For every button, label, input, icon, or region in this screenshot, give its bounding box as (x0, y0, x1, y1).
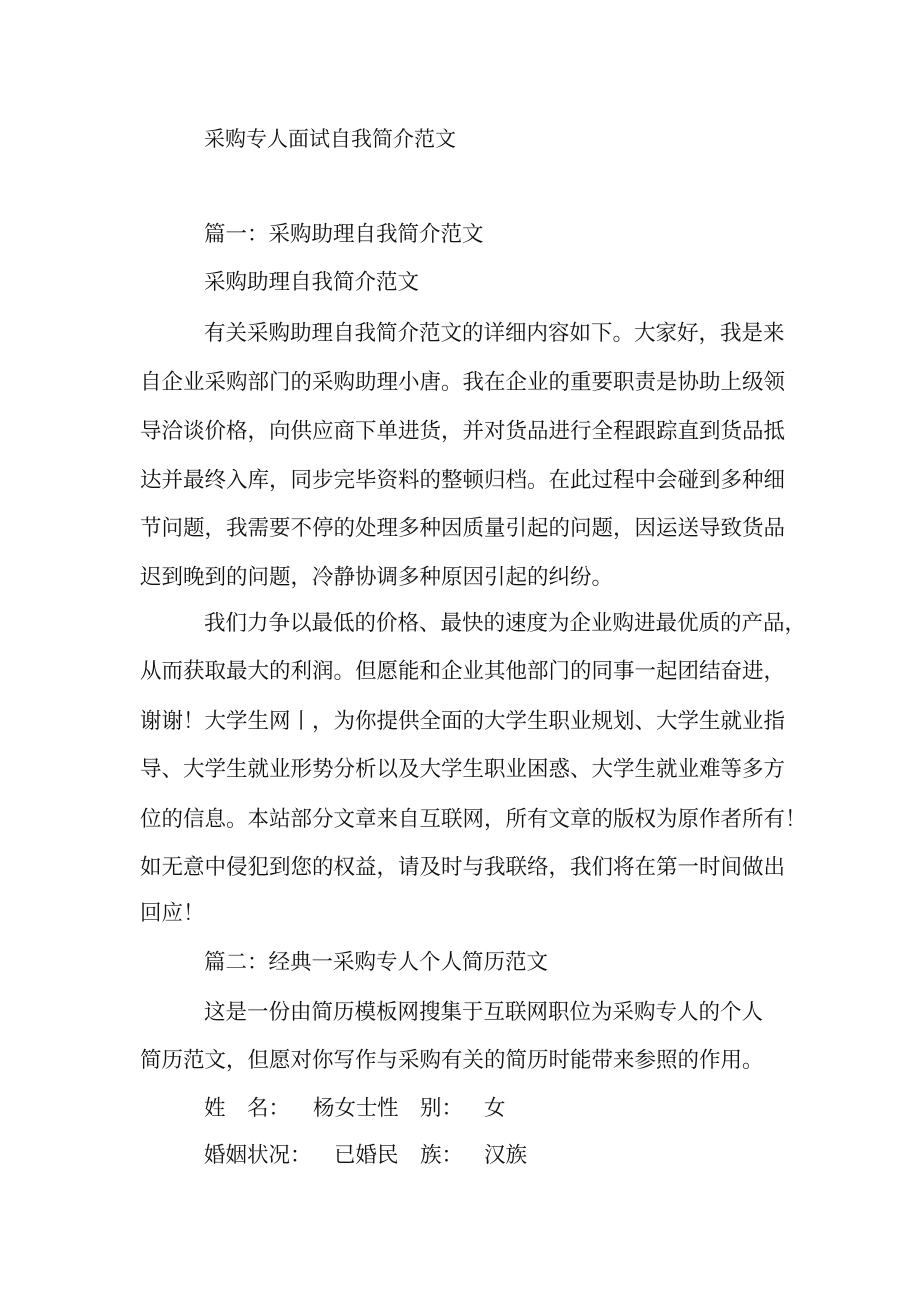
ethnicity-value: 汉族 (484, 1143, 528, 1168)
paragraph-line: 简历范文，但愿对你写作与采购有关的简历时能带来参照的作用。 (140, 1048, 764, 1073)
paragraph-line: 这是一份由简历模板网搜集于互联网职位为采购专人的个人 (204, 1000, 764, 1025)
gender-label: 性 别： (377, 1096, 464, 1121)
paragraph-line: 回应！ (140, 901, 205, 926)
gender-value: 女 (484, 1096, 506, 1121)
paragraph-line: 迟到晚到的问题，冷静协调多种原因引起的纠纷。 (140, 565, 614, 590)
paragraph-line: 从而获取最大的利润。但愿能和企业其他部门的同事一起团结奋进， (140, 659, 786, 684)
paragraph-line: 我们力争以最低的价格、最快的速度为企业购进最优质的产品， (204, 611, 807, 636)
name-value: 杨女士 (313, 1096, 378, 1121)
marital-status-value: 已婚 (334, 1143, 378, 1168)
document-title: 采购专人面试自我简介范文 (204, 127, 456, 151)
paragraph-line: 导洽谈价格，向供应商下单进货，并对货品进行全程跟踪直到货品抵 (140, 419, 786, 444)
marital-status-label: 婚姻状况： (204, 1143, 312, 1168)
paragraph-line: 自企业采购部门的采购助理小唐。我在企业的重要职责是协助上级领 (140, 370, 786, 395)
paragraph-line: 达并最终入库，同步完毕资料的整顿归档。在此过程中会碰到多种细 (140, 468, 786, 493)
paragraph-line: 如无意中侵犯到您的权益，请及时与我联络，我们将在第一时间做出 (140, 855, 786, 880)
paragraph-line: 导、大学生就业形势分析以及大学生职业困惑、大学生就业难等多方 (140, 757, 786, 782)
section1-heading: 篇一：采购助理自我简介范文 (204, 222, 484, 247)
ethnicity-label: 民 族： (377, 1143, 464, 1168)
paragraph-line: 有关采购助理自我简介范文的详细内容如下。大家好，我是来 (204, 321, 785, 346)
paragraph-line: 谢谢！大学生网丨，为你提供全面的大学生职业规划、大学生就业指 (140, 709, 786, 734)
section2-heading: 篇二：经典一采购专人个人简历范文 (204, 950, 549, 975)
name-label: 姓 名： (204, 1096, 291, 1121)
section1-subheading: 采购助理自我简介范文 (204, 270, 420, 295)
paragraph-line: 位的信息。本站部分文章来自互联网，所有文章的版权为原作者所有！ (140, 807, 807, 832)
paragraph-line: 节问题，我需要不停的处理多种因质量引起的问题，因运送导致货品 (140, 516, 786, 541)
